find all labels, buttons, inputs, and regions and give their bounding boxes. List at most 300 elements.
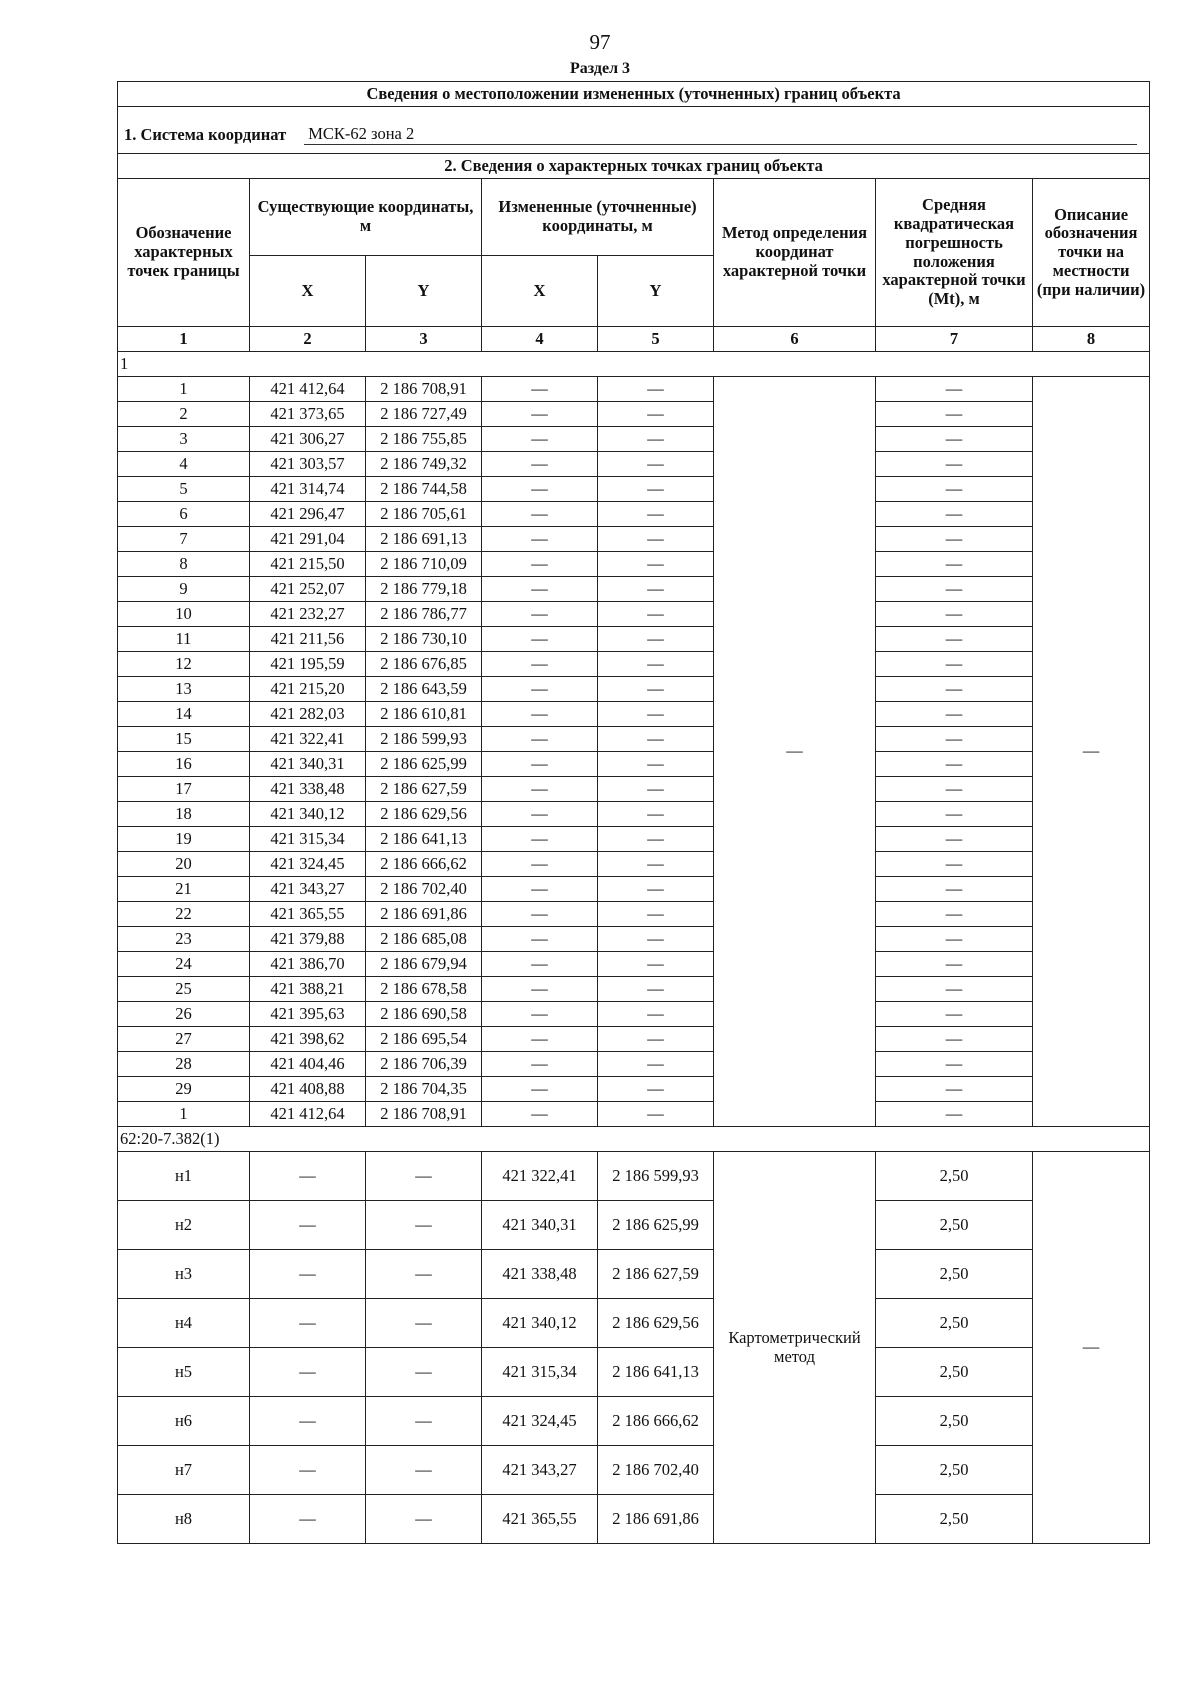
header-method: Метод определения координат характерной точки (714, 179, 876, 327)
table-row (118, 427, 1150, 452)
section-title: Раздел 3 (569, 60, 631, 77)
existing-y: 2 186 690,58 (366, 1002, 482, 1027)
mean-error: — (876, 702, 1033, 727)
existing-x: 421 314,74 (250, 477, 366, 502)
changed-y: — (598, 577, 714, 602)
mean-error: — (876, 927, 1033, 952)
column-number: 1 (118, 327, 250, 352)
mean-error: 2,50 (876, 1446, 1033, 1495)
method-cell: Картометрический метод (714, 1152, 876, 1544)
changed-x: — (482, 852, 598, 877)
point-number: 9 (118, 577, 250, 602)
changed-y: 2 186 691,86 (598, 1495, 714, 1544)
changed-y: — (598, 1077, 714, 1102)
existing-y: 2 186 610,81 (366, 702, 482, 727)
existing-x: — (250, 1152, 366, 1201)
existing-x: 421 395,63 (250, 1002, 366, 1027)
changed-y: — (598, 827, 714, 852)
table-row (118, 502, 1150, 527)
point-number: 13 (118, 677, 250, 702)
existing-x: 421 343,27 (250, 877, 366, 902)
point-number: 24 (118, 952, 250, 977)
mean-error: — (876, 827, 1033, 852)
existing-x: 421 215,50 (250, 552, 366, 577)
table-row (118, 1152, 1150, 1201)
changed-x: — (482, 827, 598, 852)
existing-y: — (366, 1446, 482, 1495)
point-number: 18 (118, 802, 250, 827)
table-row (118, 902, 1150, 927)
table-row (118, 1102, 1150, 1127)
existing-x: 421 324,45 (250, 852, 366, 877)
mean-error: — (876, 952, 1033, 977)
point-number: н8 (118, 1495, 250, 1544)
changed-y: — (598, 702, 714, 727)
existing-y: — (366, 1201, 482, 1250)
existing-x: 421 404,46 (250, 1052, 366, 1077)
changed-x: 421 322,41 (482, 1152, 598, 1201)
existing-x: 421 398,62 (250, 1027, 366, 1052)
point-number: н5 (118, 1348, 250, 1397)
changed-y: 2 186 627,59 (598, 1250, 714, 1299)
changed-x: — (482, 1002, 598, 1027)
mean-error: — (876, 377, 1033, 402)
existing-y: — (366, 1397, 482, 1446)
point-number: 16 (118, 752, 250, 777)
table-row (118, 927, 1150, 952)
point-number: 2 (118, 402, 250, 427)
point-number: н1 (118, 1152, 250, 1201)
table-row (118, 802, 1150, 827)
table-row (118, 1250, 1150, 1299)
column-number: 8 (1033, 327, 1150, 352)
point-number: 26 (118, 1002, 250, 1027)
existing-y: 2 186 599,93 (366, 727, 482, 752)
mean-error: 2,50 (876, 1299, 1033, 1348)
changed-x: — (482, 627, 598, 652)
changed-x: — (482, 602, 598, 627)
existing-y: 2 186 641,13 (366, 827, 482, 852)
table-row (118, 977, 1150, 1002)
mean-error: 2,50 (876, 1250, 1033, 1299)
changed-x: — (482, 1052, 598, 1077)
column-number: 2 (250, 327, 366, 352)
mean-error: — (876, 677, 1033, 702)
changed-y: — (598, 727, 714, 752)
existing-y: — (366, 1152, 482, 1201)
table-row (118, 1397, 1150, 1446)
existing-y: 2 186 755,85 (366, 427, 482, 452)
changed-x: — (482, 727, 598, 752)
existing-y: — (366, 1250, 482, 1299)
existing-y: — (366, 1495, 482, 1544)
existing-x: — (250, 1348, 366, 1397)
existing-x: — (250, 1495, 366, 1544)
point-number: 15 (118, 727, 250, 752)
mean-error: — (876, 1077, 1033, 1102)
table-row (118, 1052, 1150, 1077)
mean-error: — (876, 502, 1033, 527)
existing-y: 2 186 691,86 (366, 902, 482, 927)
mean-error: — (876, 977, 1033, 1002)
changed-x: — (482, 977, 598, 1002)
point-number: 19 (118, 827, 250, 852)
existing-x: 421 379,88 (250, 927, 366, 952)
changed-y: — (598, 1052, 714, 1077)
existing-x: 421 340,12 (250, 802, 366, 827)
table-row (118, 677, 1150, 702)
existing-x: 421 195,59 (250, 652, 366, 677)
changed-x: — (482, 452, 598, 477)
existing-x: 421 296,47 (250, 502, 366, 527)
changed-x: — (482, 902, 598, 927)
existing-y: 2 186 691,13 (366, 527, 482, 552)
existing-y: 2 186 679,94 (366, 952, 482, 977)
existing-y: 2 186 708,91 (366, 1102, 482, 1127)
mean-error: 2,50 (876, 1201, 1033, 1250)
existing-x: 421 232,27 (250, 602, 366, 627)
existing-y: 2 186 629,56 (366, 802, 482, 827)
existing-y: 2 186 643,59 (366, 677, 482, 702)
point-number: 28 (118, 1052, 250, 1077)
table-row (118, 877, 1150, 902)
existing-x: 421 291,04 (250, 527, 366, 552)
table-row (118, 652, 1150, 677)
mean-error: — (876, 602, 1033, 627)
mean-error: — (876, 777, 1033, 802)
table-row (118, 777, 1150, 802)
changed-y: — (598, 777, 714, 802)
boundary-points-table (117, 81, 1150, 1544)
mean-error: — (876, 577, 1033, 602)
mean-error: — (876, 1052, 1033, 1077)
point-number: 25 (118, 977, 250, 1002)
group-label: 62:20-7.382(1) (118, 1127, 1150, 1152)
mean-error: 2,50 (876, 1348, 1033, 1397)
table-row (118, 852, 1150, 877)
mean-error: — (876, 802, 1033, 827)
existing-y: 2 186 710,09 (366, 552, 482, 577)
existing-x: — (250, 1446, 366, 1495)
header-existing-coords: Существующие координаты, м (250, 179, 482, 256)
changed-y: — (598, 952, 714, 977)
changed-y: — (598, 677, 714, 702)
existing-y: 2 186 695,54 (366, 1027, 482, 1052)
changed-y: — (598, 527, 714, 552)
table-row (118, 602, 1150, 627)
changed-y: — (598, 627, 714, 652)
changed-x: — (482, 502, 598, 527)
mean-error: — (876, 427, 1033, 452)
existing-x: 421 211,56 (250, 627, 366, 652)
group-label: 1 (118, 352, 1150, 377)
document-body (117, 81, 1149, 1544)
changed-y: 2 186 666,62 (598, 1397, 714, 1446)
changed-y: — (598, 902, 714, 927)
existing-y: 2 186 685,08 (366, 927, 482, 952)
point-number: 27 (118, 1027, 250, 1052)
existing-y: 2 186 706,39 (366, 1052, 482, 1077)
changed-y: — (598, 1002, 714, 1027)
changed-x: — (482, 677, 598, 702)
changed-x: — (482, 927, 598, 952)
changed-y: — (598, 402, 714, 427)
point-number: 29 (118, 1077, 250, 1102)
table-row (118, 552, 1150, 577)
table-row (118, 452, 1150, 477)
mean-error: — (876, 652, 1033, 677)
existing-x: 421 338,48 (250, 777, 366, 802)
table-row (118, 827, 1150, 852)
existing-y: 2 186 708,91 (366, 377, 482, 402)
table-row (118, 1495, 1150, 1544)
existing-x: — (250, 1201, 366, 1250)
coord-system-label: 1. Система координат (124, 125, 287, 145)
existing-x: 421 373,65 (250, 402, 366, 427)
existing-y: — (366, 1299, 482, 1348)
table-row (118, 1299, 1150, 1348)
point-number: н3 (118, 1250, 250, 1299)
existing-x: 421 408,88 (250, 1077, 366, 1102)
table-row (118, 627, 1150, 652)
column-number: 6 (714, 327, 876, 352)
column-numbers-row (118, 327, 1150, 352)
mean-error: — (876, 852, 1033, 877)
existing-y: 2 186 627,59 (366, 777, 482, 802)
table-row (118, 402, 1150, 427)
changed-y: — (598, 452, 714, 477)
changed-y: — (598, 602, 714, 627)
existing-x: 421 315,34 (250, 827, 366, 852)
changed-x: — (482, 652, 598, 677)
existing-y: 2 186 749,32 (366, 452, 482, 477)
mean-error: — (876, 527, 1033, 552)
changed-y: — (598, 502, 714, 527)
changed-x: — (482, 802, 598, 827)
table-row (118, 1446, 1150, 1495)
table-row (118, 477, 1150, 502)
column-number: 5 (598, 327, 714, 352)
existing-x: 421 340,31 (250, 752, 366, 777)
changed-x: — (482, 752, 598, 777)
table-row (118, 702, 1150, 727)
mean-error: — (876, 877, 1033, 902)
changed-x: — (482, 427, 598, 452)
point-number: 5 (118, 477, 250, 502)
point-number: 21 (118, 877, 250, 902)
point-number: 17 (118, 777, 250, 802)
mean-error: — (876, 402, 1033, 427)
existing-x: 421 386,70 (250, 952, 366, 977)
mean-error: 2,50 (876, 1152, 1033, 1201)
changed-y: — (598, 1027, 714, 1052)
table-row (118, 752, 1150, 777)
table-title: Сведения о местоположении измененных (уточненных) границ объекта (118, 82, 1150, 107)
column-number: 7 (876, 327, 1033, 352)
changed-x: 421 343,27 (482, 1446, 598, 1495)
changed-x: — (482, 777, 598, 802)
mean-error: — (876, 552, 1033, 577)
changed-y: — (598, 852, 714, 877)
existing-y: 2 186 779,18 (366, 577, 482, 602)
table-row (118, 727, 1150, 752)
table-row (118, 1002, 1150, 1027)
column-number: 3 (366, 327, 482, 352)
header-x-existing: X (250, 256, 366, 327)
changed-y: — (598, 927, 714, 952)
changed-x: 421 315,34 (482, 1348, 598, 1397)
table-row (118, 377, 1150, 402)
header-mean-error: Средняя квадратическая погрешность положения характерной точки (Mt), м (876, 179, 1033, 327)
mean-error: 2,50 (876, 1397, 1033, 1446)
header-changed-coords: Измененные (уточненные) координаты, м (482, 179, 714, 256)
changed-x: 421 338,48 (482, 1250, 598, 1299)
changed-y: 2 186 625,99 (598, 1201, 714, 1250)
changed-x: — (482, 877, 598, 902)
mean-error: — (876, 902, 1033, 927)
point-number: 23 (118, 927, 250, 952)
point-number: 3 (118, 427, 250, 452)
changed-y: — (598, 1102, 714, 1127)
changed-x: — (482, 552, 598, 577)
changed-y: 2 186 629,56 (598, 1299, 714, 1348)
changed-x: — (482, 377, 598, 402)
existing-x: 421 215,20 (250, 677, 366, 702)
changed-y: 2 186 641,13 (598, 1348, 714, 1397)
table-row (118, 1201, 1150, 1250)
existing-x: 421 252,07 (250, 577, 366, 602)
header-y-existing: Y (366, 256, 482, 327)
header-description: Описание обозначения точки на местности (при наличии) (1033, 179, 1150, 327)
existing-x: 421 412,64 (250, 1102, 366, 1127)
point-number: 8 (118, 552, 250, 577)
table-row (118, 1027, 1150, 1052)
header-point-designation: Обозначение характерных точек границы (118, 179, 250, 327)
point-number: 10 (118, 602, 250, 627)
changed-x: 421 340,31 (482, 1201, 598, 1250)
changed-x: — (482, 402, 598, 427)
changed-x: — (482, 1077, 598, 1102)
changed-y: — (598, 552, 714, 577)
header-y-changed: Y (598, 256, 714, 327)
table-row (118, 1077, 1150, 1102)
description-cell: — (1033, 1152, 1150, 1544)
existing-y: 2 186 704,35 (366, 1077, 482, 1102)
changed-y: — (598, 652, 714, 677)
changed-y: — (598, 877, 714, 902)
existing-y: 2 186 666,62 (366, 852, 482, 877)
existing-y: 2 186 625,99 (366, 752, 482, 777)
changed-x: 421 324,45 (482, 1397, 598, 1446)
changed-x: — (482, 702, 598, 727)
points-section-title: 2. Сведения о характерных точках границ объекта (118, 154, 1150, 179)
coord-system-row (118, 107, 1150, 154)
point-number: 11 (118, 627, 250, 652)
changed-y: — (598, 752, 714, 777)
point-number: 12 (118, 652, 250, 677)
existing-x: — (250, 1397, 366, 1446)
changed-y: — (598, 427, 714, 452)
existing-y: 2 186 676,85 (366, 652, 482, 677)
mean-error: — (876, 1027, 1033, 1052)
existing-y: 2 186 702,40 (366, 877, 482, 902)
existing-y: 2 186 786,77 (366, 602, 482, 627)
group-label-row (118, 352, 1150, 377)
point-number: 14 (118, 702, 250, 727)
table-row (118, 1348, 1150, 1397)
changed-x: 421 365,55 (482, 1495, 598, 1544)
existing-y: 2 186 730,10 (366, 627, 482, 652)
changed-y: — (598, 977, 714, 1002)
point-number: н4 (118, 1299, 250, 1348)
changed-x: 421 340,12 (482, 1299, 598, 1348)
existing-y: 2 186 705,61 (366, 502, 482, 527)
changed-x: — (482, 577, 598, 602)
mean-error: — (876, 477, 1033, 502)
existing-y: — (366, 1348, 482, 1397)
existing-x: 421 322,41 (250, 727, 366, 752)
existing-x: — (250, 1299, 366, 1348)
changed-y: — (598, 377, 714, 402)
group-label-row (118, 1127, 1150, 1152)
point-number: н2 (118, 1201, 250, 1250)
page-number: 97 (589, 30, 611, 54)
point-number: 4 (118, 452, 250, 477)
point-number: 1 (118, 377, 250, 402)
existing-x: 421 306,27 (250, 427, 366, 452)
point-number: 22 (118, 902, 250, 927)
point-number: н7 (118, 1446, 250, 1495)
table-row (118, 577, 1150, 602)
changed-x: — (482, 477, 598, 502)
existing-x: 421 303,57 (250, 452, 366, 477)
point-number: н6 (118, 1397, 250, 1446)
mean-error: — (876, 452, 1033, 477)
changed-y: — (598, 477, 714, 502)
table-row (118, 527, 1150, 552)
changed-y: 2 186 702,40 (598, 1446, 714, 1495)
existing-x: 421 365,55 (250, 902, 366, 927)
point-number: 6 (118, 502, 250, 527)
coord-system-value: МСК-62 зона 2 (304, 125, 1137, 145)
mean-error: — (876, 1102, 1033, 1127)
point-number: 7 (118, 527, 250, 552)
existing-y: 2 186 744,58 (366, 477, 482, 502)
mean-error: — (876, 752, 1033, 777)
changed-x: — (482, 952, 598, 977)
existing-x: 421 388,21 (250, 977, 366, 1002)
mean-error: — (876, 727, 1033, 752)
point-number: 1 (118, 1102, 250, 1127)
description-cell: — (1033, 377, 1150, 1127)
point-number: 20 (118, 852, 250, 877)
changed-y: — (598, 802, 714, 827)
column-number: 4 (482, 327, 598, 352)
existing-y: 2 186 727,49 (366, 402, 482, 427)
method-cell: — (714, 377, 876, 1127)
existing-x: 421 412,64 (250, 377, 366, 402)
header-x-changed: X (482, 256, 598, 327)
existing-x: 421 282,03 (250, 702, 366, 727)
mean-error: — (876, 1002, 1033, 1027)
changed-x: — (482, 1027, 598, 1052)
changed-x: — (482, 1102, 598, 1127)
changed-y: 2 186 599,93 (598, 1152, 714, 1201)
mean-error: 2,50 (876, 1495, 1033, 1544)
changed-x: — (482, 527, 598, 552)
table-row (118, 952, 1150, 977)
existing-x: — (250, 1250, 366, 1299)
